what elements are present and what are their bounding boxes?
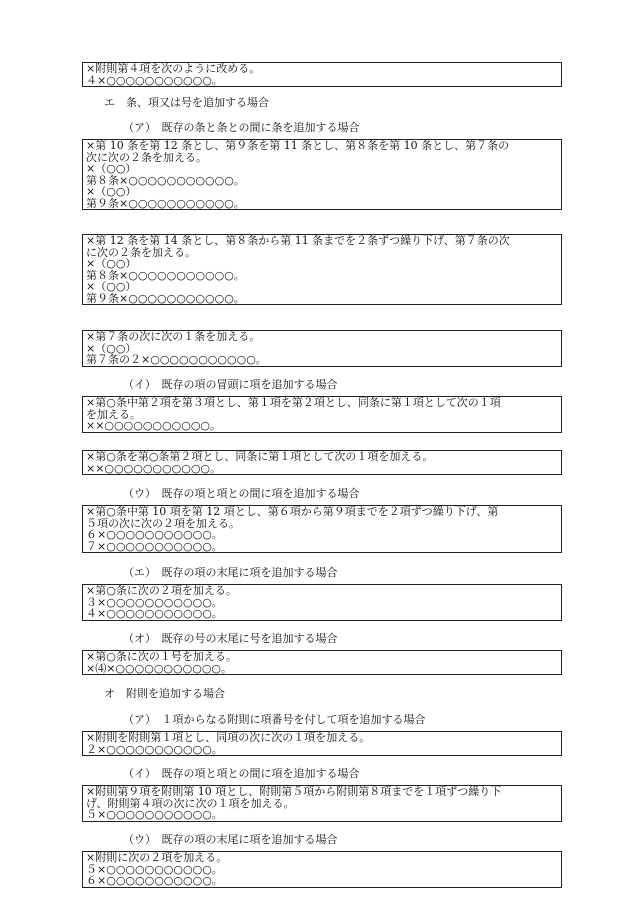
example-line: ×附則第４項を次のように改める。 bbox=[86, 62, 261, 75]
section-heading: オ 附則を追加する場合 bbox=[104, 687, 225, 700]
subsection-heading: （イ） 既存の項と項との間に項を追加する場合 bbox=[123, 767, 360, 780]
example-line: ４×○○○○○○○○○○○。 bbox=[86, 73, 223, 87]
example-line: 次に次の２条を加える。 bbox=[86, 150, 207, 164]
example-line: 第７条の２×○○○○○○○○○○○。 bbox=[86, 353, 267, 366]
example-line: ××○○○○○○○○○○○。 bbox=[86, 461, 222, 475]
example-box bbox=[82, 396, 562, 433]
example-box bbox=[82, 851, 562, 888]
example-box bbox=[82, 650, 562, 675]
example-box bbox=[82, 450, 562, 475]
example-line: ２×○○○○○○○○○○○。 bbox=[86, 742, 223, 756]
example-line: ６×○○○○○○○○○○○。 bbox=[86, 874, 223, 887]
example-line: ×附則を附則第１項とし、同項の次に次の１項を加える。 bbox=[86, 731, 371, 744]
example-line: ５×○○○○○○○○○○○。 bbox=[86, 808, 223, 821]
example-line: ×（○○） bbox=[86, 162, 137, 175]
example-line: ３×○○○○○○○○○○○。 bbox=[86, 595, 223, 609]
example-line: ×（○○） bbox=[86, 257, 137, 270]
example-line: ×第○条に次の２項を加える。 bbox=[86, 584, 237, 597]
example-line: げ、附則第４項の次に次の１項を加える。 bbox=[86, 796, 295, 810]
subsection-heading: （ア） １項からなる附則に項番号を付して項を追加する場合 bbox=[123, 713, 426, 726]
example-line: 第９条×○○○○○○○○○○○。 bbox=[86, 291, 245, 305]
subsection-heading: （ア） 既存の条と条との間に条を追加する場合 bbox=[123, 121, 360, 134]
example-box bbox=[82, 62, 562, 87]
example-line: ×第○条中第 10 項を第 12 項とし、第６項から第９項までを２項ずつ繰り下げ、第 bbox=[86, 505, 499, 518]
example-line: に次の２条を加える。 bbox=[86, 245, 196, 259]
example-line: 第８条×○○○○○○○○○○○。 bbox=[86, 268, 245, 282]
subsection-heading: （オ） 既存の号の末尾に号を追加する場合 bbox=[123, 632, 338, 645]
example-line: ×第７条の次に次の１条を加える。 bbox=[86, 330, 261, 343]
example-line: ×第 12 条を第 14 条とし、第８条から第 11 条までを２条ずつ繰り下げ、第７条の次 bbox=[86, 234, 510, 247]
example-line: 第８条×○○○○○○○○○○○。 bbox=[86, 173, 245, 187]
example-line: ×附則に次の２項を加える。 bbox=[86, 851, 228, 864]
example-line: ×第 10 条を第 12 条とし、第９条を第 11 条とし、第８条を第 10 条とし、第７条の bbox=[86, 139, 510, 152]
example-box bbox=[82, 330, 562, 367]
example-box bbox=[82, 584, 562, 621]
example-line: ×第○条に次の１号を加える。 bbox=[86, 650, 237, 663]
subsection-heading: （ウ） 既存の項の末尾に項を追加する場合 bbox=[123, 833, 338, 846]
example-box bbox=[82, 139, 562, 210]
example-line: ５×○○○○○○○○○○○。 bbox=[86, 862, 223, 876]
subsection-heading: （エ） 既存の項の末尾に項を追加する場合 bbox=[123, 566, 338, 579]
example-line: ５項の次に次の２項を加える。 bbox=[86, 516, 240, 530]
example-line: ×（○○） bbox=[86, 185, 137, 198]
example-line: ７×○○○○○○○○○○○。 bbox=[86, 539, 223, 553]
example-box bbox=[82, 785, 562, 822]
example-line: を加える。 bbox=[86, 407, 141, 421]
subsection-heading: （ウ） 既存の項と項との間に項を追加する場合 bbox=[123, 487, 360, 500]
example-line: ×附則第９項を附則第 10 項とし、附則第５項から附則第８項までを１項ずつ繰り下 bbox=[86, 785, 502, 798]
example-line: ×第○条を第○条第２項とし、同条に第１項として次の１項を加える。 bbox=[86, 450, 434, 463]
example-line: ４×○○○○○○○○○○○。 bbox=[86, 607, 223, 620]
example-line: ××○○○○○○○○○○○。 bbox=[86, 419, 222, 432]
example-line: ×⑷×○○○○○○○○○○○。 bbox=[86, 661, 233, 675]
example-box bbox=[82, 505, 562, 553]
example-line: ６×○○○○○○○○○○○。 bbox=[86, 528, 223, 541]
example-line: ×第○条中第２項を第３項とし、第１項を第２項とし、同条に第１項として次の１項 bbox=[86, 396, 501, 409]
subsection-heading: （イ） 既存の項の冒頭に項を追加する場合 bbox=[123, 378, 338, 391]
section-heading: エ 条、項又は号を追加する場合 bbox=[104, 96, 269, 109]
example-line: ×（○○） bbox=[86, 341, 137, 355]
example-line: 第９条×○○○○○○○○○○○。 bbox=[86, 196, 245, 210]
example-box bbox=[82, 234, 562, 305]
example-box bbox=[82, 731, 562, 756]
example-line: ×（○○） bbox=[86, 280, 137, 293]
